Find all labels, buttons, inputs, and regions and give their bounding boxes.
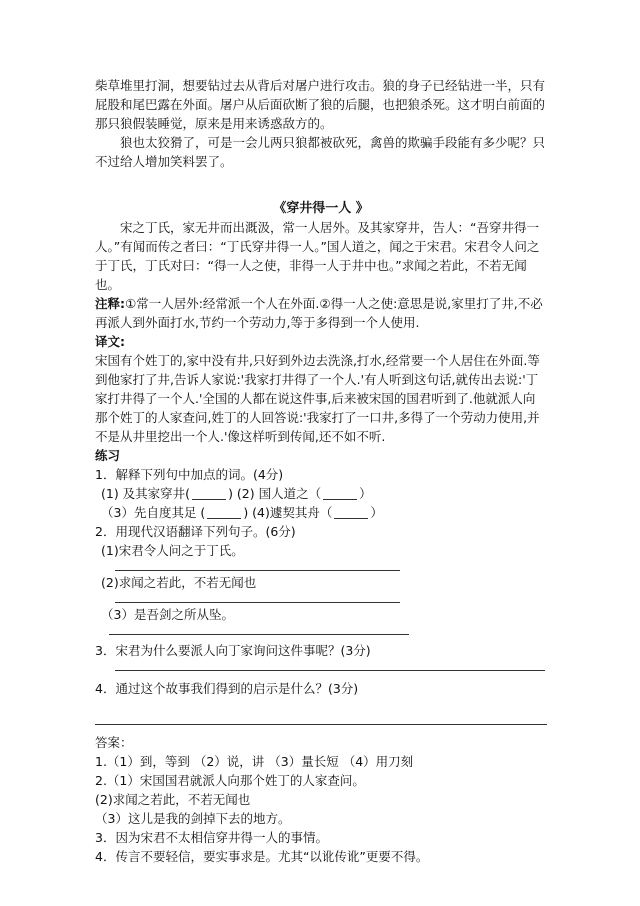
answer-2-2: (2)求闻之若此，不若无闻也: [95, 792, 251, 807]
passage-paragraph: 柴草堆里打洞，想要钻过去从背后对屠户进行攻击。狼的身子已经钻进一半，只有屁股和尾巴露在外面。屠户从后面砍断了狼的后腿，也把狼杀死。这才明白前面的那只狼假装睡觉，原来是用来诱惑敌方的。: [95, 78, 546, 131]
answer-line[interactable]: [109, 624, 409, 635]
answer-blank[interactable]: [207, 506, 241, 519]
document-page: [95, 76, 547, 866]
notes-text: ①常一人居外:经常派一个人在外面.②得一人之使:意思是说,家里打了井,不必再派人到外面打水,节约一个劳动力,等于多得到一个人使用.: [95, 296, 543, 330]
notes-label: 注释:: [95, 296, 125, 311]
question-1: 1．解释下列句中加点的词。(4分): [95, 467, 284, 482]
exercises-label: 练习: [95, 448, 121, 463]
question-3: 3．宋君为什么要派人向丁家询问这件事呢？(3分): [95, 643, 371, 658]
answer-blank[interactable]: [192, 487, 226, 500]
question-4: 4．通过这个故事我们得到的启示是什么？(3分): [95, 681, 359, 696]
answer-line[interactable]: [115, 560, 400, 571]
answer-blank[interactable]: [334, 506, 368, 519]
question-2-sentence: (1)宋君令人问之于丁氏。: [101, 543, 244, 558]
translation-text: 宋国有个姓丁的,家中没有井,只好到外边去洗涤,打水,经常要一个人居住在外面.等到他家打了井,告诉人家说:'我家打井得了一个人.'有人听到这句话,就传出去说:'丁家打井得了一个人.'全国的人都在说这件事,后来被宋国的国君听到了.他就派人向那个姓丁的人家查问,姓丁的人回答说:'我家打了一口井,多得了一个劳动力使用,并不是从井里挖出一个人.'像这样听到传闻,还不如不听.: [95, 353, 540, 444]
question-2-sentence: （3）是吾剑之所从坠。: [101, 607, 234, 622]
question-2: 2．用现代汉语翻译下列句子。(6分): [95, 524, 296, 539]
answer-line[interactable]: [115, 592, 400, 603]
passage-paragraph: 狼也太狡猾了，可是一会儿两只狼都被砍死，禽兽的欺骗手段能有多少呢？只不过给人增加笑料罢了。: [95, 135, 546, 169]
answer-line[interactable]: [115, 660, 545, 671]
question-1-row: （3）先自度其足 ( ) (4)遽契其舟（ ）: [101, 505, 383, 520]
notes: [95, 294, 547, 332]
question-2-sentence: (2)求闻之若此，不若无闻也: [101, 575, 257, 590]
answer-blank[interactable]: [323, 487, 357, 500]
article-title: 《穿井得一人 》: [273, 201, 369, 216]
original-text: 宋之丁氏，家无井而出溉汲，常一人居外。及其家穿井，告人：“吾穿井得一人。”有闻而传之者曰：“丁氏穿井得一人。”国人道之，闻之于宋君。宋君令人问之于丁氏，丁氏对曰：“得一人之使，非得一人于井中也。”求闻之若此，不若无闻也。: [95, 220, 540, 292]
question-1-row: (1) 及其家穿井( ) (2) 国人道之（ ）: [101, 486, 372, 501]
answer-1: 1.（1）到，等到 （2）说，讲 （3）量长短 （4）用刀刻: [95, 754, 414, 769]
answers-label: 答案：: [95, 735, 133, 750]
answer-2-3: （3）这儿是我的剑掉下去的地方。: [95, 811, 291, 826]
answer-3: 3．因为宋君不太相信穿井得一人的事情。: [95, 830, 328, 845]
answer-4: 4．传言不要轻信，要实事求是。尤其“以讹传讹”更要不得。: [95, 849, 429, 864]
answer-2-1: 2.（1）宋国国君就派人向那个姓丁的人家查问。: [95, 773, 365, 788]
translation-label: 译文:: [95, 334, 125, 349]
answer-line[interactable]: [95, 714, 547, 725]
